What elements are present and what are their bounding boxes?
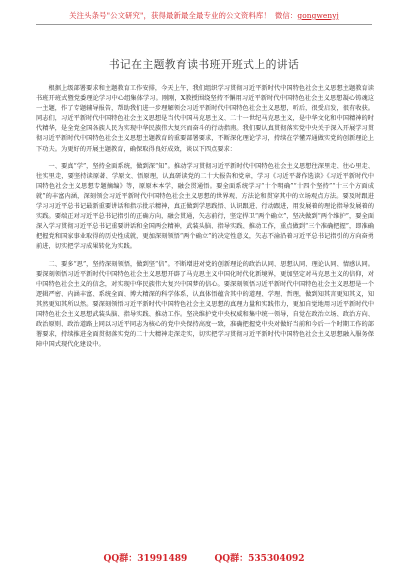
- document-title: 书记在主题教育读书班开班式上的讲话: [108, 58, 300, 71]
- paragraph-intro: 根据上级部署要求和主题教育工作安排，今天上午，我们组织学习贯彻习近平新时代中国特色社会主义思想主题教育读书班开班式暨党委理论学习中心组集体学习。刚刚，X教授围绕坚持不懈用习近平新时代中国特色社会主义思想凝心铸魂这一主题，作了专题辅导报告，帮助我们进一步理解领会习近平新时代中国特色社会主义思想，听后，很受启发，很有收获。同志们，习近平新时代中国特色社会主义思想是当代中国马克思主义、二十一世纪马克思主义，是中华文化和中国精神的时代精华，是全党全国各族人民为实现中华民族伟大复兴而奋斗的行动指南。我们要认真贯彻落实党中央关于深入开展学习贯彻习近平新时代中国特色社会主义思想主题教育的重要部署要求，不断深化理论学习，持续在学懂弄通做实党的创新理论上下功夫。为更好的开展主题教育，确保取得良好成效，谈以下四点要求：: [36, 85, 374, 153]
- paragraph-section-2: 二、要多“思”，坚持深刻领悟，做到坚“信”。不断增进对党的创新理论的政治认同、思想认同、理论认同、情感认同。要深刻领悟习近平新时代中国特色社会主义思想开辟了马克思主义中国化时代化新境界，更加坚定对马克思主义的信仰，对中国特色社会主义的信念，对实现中华民族伟大复兴中国梦的信心。要深刻领悟习近平新时代中国特色社会主义思想是一个逻辑严密、内涵丰富、系统全面、博大精深的科学体系，认真体悟蕴含其中的道理、学理、哲理，做到知其言更知其义，知其然更知其所以然。要深刻领悟习近平新时代中国特色社会主义思想的真理力量和实践伟力，更加自觉地用习近平新时代中国特色社会主义思想武装头脑、指导实践、推动工作。坚决维护党中央权威和集中统一领导，自觉在政治立场、政治方向、政治原则、政治道路上同以习近平同志为核心的党中央保持高度一致，准确把握党中央对做好当前和今后一个时期工作的部署要求，持续推进全面贯彻落实党的二十大精神走深走实，切实把学习贯彻习近平新时代中国特色社会主义思想融入服务保障中国式现代化建设中。: [36, 260, 374, 349]
- promo-banner: [0, 10, 408, 21]
- wechat-label: 微信：: [274, 11, 298, 20]
- document-body: [36, 84, 374, 350]
- footer-contact: [0, 551, 408, 564]
- promo-banner-text: 关注头条号"公文研究"，获得最新最全最专业的公文资料库！: [69, 11, 271, 20]
- qq-group-2: QQ群：535304092: [214, 554, 305, 564]
- qq-group-1: QQ群：31991489: [103, 554, 188, 564]
- paragraph-section-1: 一、要真“学”，坚持全面系统，做到深“知”。推动学习贯彻习近平新时代中国特色社会主义思想往深里走、往心里走、往实里走，要坚持读原著、学原文、悟原理，认真研读党的二十大报告和党章，学习《习近平著作选读》《习近平新时代中国特色社会主义思想专题摘编》等，原原本本学，融会贯通悟。要全面系统学习“十个明确”“十四个坚持”“十三个方面成就”的丰富内涵，深刻领会习近平新时代中国特色社会主义思想的世界观、方法论和贯穿其中的立场观点方法。要及时跟进学习习近平总书记最新重要讲话和指示批示精神，真正做到学思践悟、认识跟进、行动跟进，用发展着的理论指导发展着的实践。要端正对习近平总书记指引的正确方向，融会贯通，矢志前行，坚定捍卫“两个确立”，坚决做到“两个维护”，要全面深入学习贯彻习近平总书记重要讲话和全国两会精神，武装头脑、指导实践、推动工作，重点做到“三个准确把握”，即准确把握党和国家事业取得的历史性成就，更加深刻领悟“两个确立”的决定性意义，矢志不渝沿着习近平总书记指引的方向奋勇前进，切实把学习成果转化为实践。: [36, 162, 374, 251]
- wechat-id-link[interactable]: gongwenyj: [297, 11, 339, 20]
- header-divider: [36, 24, 372, 25]
